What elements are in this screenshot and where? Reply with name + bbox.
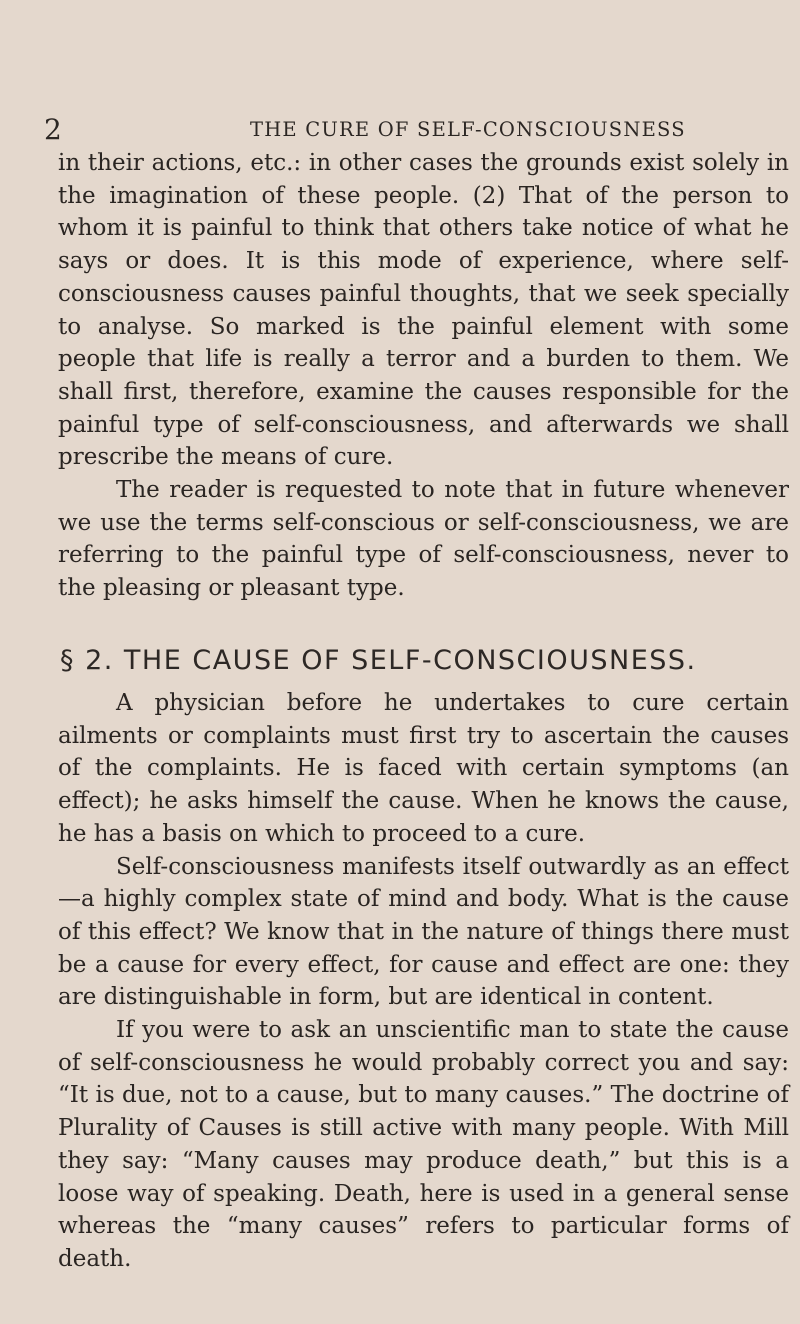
paragraph-effect: Self-consciousness manifests itself outwardly as an effect—a highly complex state of mind and body. What is the cause of this effect? We know that in the nature of things there must be a cause for every effect, for cause and effect are one: they are distinguishable in form, but are identical in content. bbox=[58, 853, 789, 1011]
paragraph-physician: A physician before he undertakes to cure certain ailments or complaints must first try to ascertain the causes of the complaints. He is faced with certain symptoms (an effect); he asks himself the cause. When he knows the cause, he has a basis on which to proceed to a cure. bbox=[58, 690, 789, 847]
running-head bbox=[44, 110, 764, 150]
section-heading: § 2. THE CAUSE OF SELF-CONSCIOUSNESS. bbox=[60, 645, 697, 676]
paragraph-reader-note: The reader is requested to note that in future whenever we use the terms self-conscious or self-consciousness, we are referring to the painful type of self-consciousness, never to the pleasing or pleasant type. bbox=[58, 477, 789, 602]
running-head-title: THE CURE OF SELF-CONSCIOUSNESS bbox=[250, 118, 686, 141]
section-text bbox=[58, 687, 789, 1276]
opening-text bbox=[58, 147, 789, 605]
page-number: 2 bbox=[44, 113, 62, 146]
paragraph-plurality: If you were to ask an unscientific man to state the cause of self-consciousness he would probably correct you and say: “It is due, not to a cause, but to many causes.” The doctrine of Plurality of Causes is still active with many people. With Mill they say: “Many causes may produce death,” but this is a loose way of speaking. Death, here is used in a general sense whereas the “many causes” refers to particular forms of death. bbox=[58, 1017, 789, 1272]
paragraph-continued: in their actions, etc.: in other cases the grounds exist solely in the imagination of these people. (2) That of the person to whom it is painful to think that others take notice of what he says or does. It is this mode of experience, where self-consciousness causes painful thoughts, that we seek specially to analyse. So marked is the painful element with some people that life is really a terror and a burden to them. We shall first, therefore, examine the causes responsible for the painful type of self-consciousness, and afterwards we shall prescribe the means of cure. bbox=[58, 150, 789, 471]
